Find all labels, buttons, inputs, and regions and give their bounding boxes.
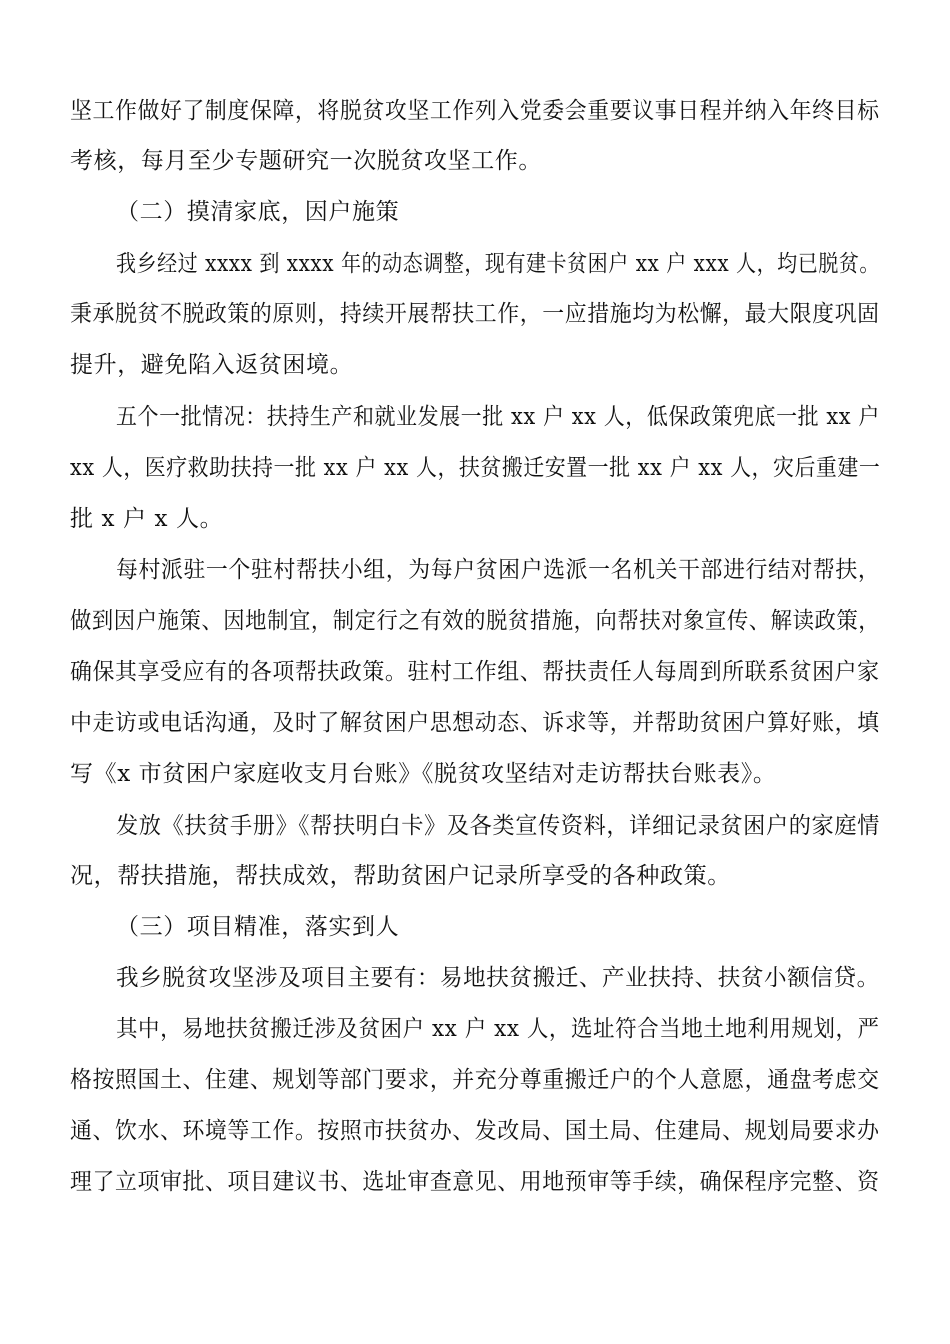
body-text-line: 写《x 市贫困户家庭收支月台账》《脱贫攻坚结对走访帮扶台账表》。 <box>70 761 777 787</box>
body-text-line: 况，帮扶措施，帮扶成效，帮助贫困户记录所享受的各种政策。 <box>70 863 731 889</box>
body-text-line: 发放《扶贫手册》《帮扶明白卡》及各类宣传资料，详细记录贫困户的家庭情 <box>116 813 880 839</box>
body-text-line: 格按照国土、住建、规划等部门要求，并充分尊重搬迁户的个人意愿，通盘考虑交 <box>70 1067 880 1093</box>
body-text-line: 我乡脱贫攻坚涉及项目主要有：易地扶贫搬迁、产业扶持、扶贫小额信贷。 <box>116 965 880 991</box>
body-text-line: 坚工作做好了制度保障，将脱贫攻坚工作列入党委会重要议事日程并纳入年终目标 <box>70 98 880 124</box>
body-text-line: 每村派驻一个驻村帮扶小组，为每户贫困户选派一名机关干部进行结对帮扶， <box>116 557 881 583</box>
body-text-line: 其中，易地扶贫搬迁涉及贫困户 xx 户 xx 人，选址符合当地土地利用规划，严 <box>116 1016 880 1042</box>
body-text-line: 确保其享受应有的各项帮扶政策。驻村工作组、帮扶责任人每周到所联系贫困户家 <box>70 659 880 685</box>
body-text-line: 通、饮水、环境等工作。按照市扶贫办、发改局、国土局、住建局、规划局要求办 <box>70 1118 880 1144</box>
body-text-line: 批 x 户 x 人。 <box>70 506 224 532</box>
body-text-line: 考核，每月至少专题研究一次脱贫攻坚工作。 <box>70 148 542 174</box>
body-text-line: 中走访或电话沟通，及时了解贫困户思想动态、诉求等，并帮助贫困户算好账，填 <box>70 710 880 736</box>
body-text-line: 提升，避免陷入返贫困境。 <box>70 352 354 378</box>
body-text-line: 做到因户施策、因地制宜，制定行之有效的脱贫措施，向帮扶对象宣传、解读政策， <box>70 608 881 634</box>
body-text-line: 理了立项审批、项目建议书、选址审查意见、用地预审等手续，确保程序完整、资 <box>70 1169 880 1195</box>
section-heading: （三）项目精准，落实到人 <box>116 914 400 940</box>
body-text-line: 秉承脱贫不脱政策的原则，持续开展帮扶工作，一应措施均为松懈，最大限度巩固 <box>70 301 880 327</box>
section-heading: （二）摸清家底，因户施策 <box>116 199 400 225</box>
body-text-line: 五个一批情况：扶持生产和就业发展一批 xx 户 xx 人，低保政策兜底一批 xx 户 <box>116 404 880 430</box>
body-text-line: 我乡经过 xxxx 到 xxxx 年的动态调整，现有建卡贫困户 xx 户 xxx 人，均已脱贫。 <box>116 251 880 277</box>
body-text-line: xx 人，医疗救助扶持一批 xx 户 xx 人，扶贫搬迁安置一批 xx 户 xx 人，灾后重建一 <box>70 455 881 481</box>
